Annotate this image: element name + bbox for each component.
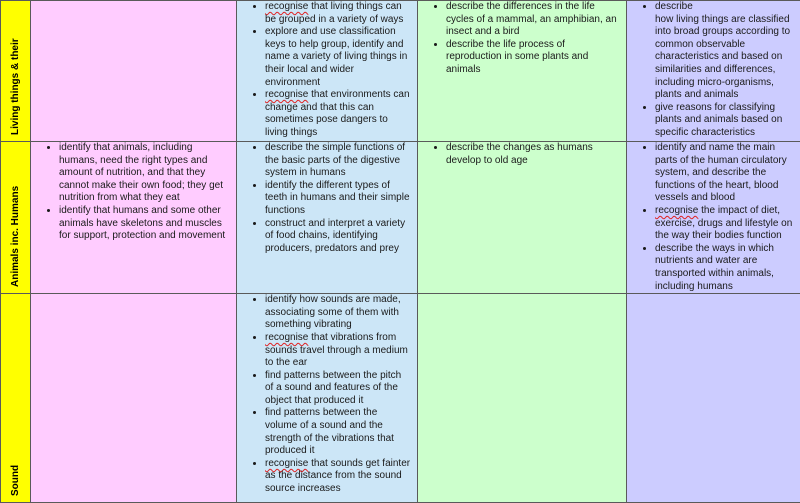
row-label-cell xyxy=(1,142,31,294)
objective-item xyxy=(446,142,626,167)
objectives-cell xyxy=(31,142,237,294)
objective-text: describe the ways in which nutrients and water are transported within animals, including humans xyxy=(655,243,774,292)
objective-list xyxy=(237,1,417,140)
objective-text: identify how sounds are made, associating some of them with something vibrating xyxy=(265,294,401,330)
objectives-cell xyxy=(31,1,237,142)
misspelled-word: recognise xyxy=(265,458,308,469)
objective-text: describe the simple functions of the basic parts of the digestive system in humans xyxy=(265,142,405,178)
objective-item xyxy=(265,332,417,370)
objective-item xyxy=(265,26,417,89)
objective-text: that living things can be grouped in a variety of ways xyxy=(265,1,403,25)
objective-item xyxy=(446,39,626,77)
objectives-cell xyxy=(418,142,627,294)
objective-item xyxy=(265,218,417,256)
row-label: Sound xyxy=(10,465,21,496)
objective-text: find patterns between the volume of a sound and the strength of the vibrations that produced it xyxy=(265,407,394,456)
objective-list xyxy=(237,142,417,255)
objectives-cell xyxy=(237,294,418,503)
objective-text: that vibrations from sounds travel through a medium to the ear xyxy=(265,332,408,368)
objective-item xyxy=(655,243,800,293)
objective-text: identify that animals, including humans, need the right types and amount of nutrition, and that they cannot make their own food; they get nutrition from what they eat xyxy=(59,142,223,203)
objective-item xyxy=(655,102,800,140)
objective-text: find patterns between the pitch of a sound and features of the object that produced it xyxy=(265,370,401,406)
objective-list xyxy=(627,1,800,140)
objective-text: that environments can change and that this can sometimes pose dangers to living things xyxy=(265,89,410,138)
misspelled-word: recognise xyxy=(265,1,308,12)
objective-item xyxy=(265,142,417,180)
objective-list xyxy=(418,1,626,77)
objective-item xyxy=(265,1,417,26)
objective-item xyxy=(265,89,417,139)
objectives-cell xyxy=(237,142,418,294)
objective-item xyxy=(265,458,417,496)
objective-text: the impact of diet, exercise, drugs and lifestyle on the way their bodies function xyxy=(655,205,792,241)
objective-text: describe the life process of reproduction in some plants and animals xyxy=(446,39,588,75)
table-row xyxy=(1,142,800,294)
objective-item xyxy=(265,180,417,218)
table-row xyxy=(1,294,800,503)
row-label: Animals inc. Humans xyxy=(10,186,21,287)
objective-item xyxy=(655,205,800,243)
objective-text: how living things are classified into broad groups according to common observable characteristics and based on similarities and differences, including micro-organisms, plants and animals xyxy=(655,14,790,101)
objectives-cell xyxy=(627,142,800,294)
objective-text: construct and interpret a variety of food chains, identifying producers, predators and prey xyxy=(265,218,405,254)
objective-text: identify the different types of teeth in humans and their simple functions xyxy=(265,180,410,216)
objective-text: identify that humans and some other animals have skeletons and muscles for support, protection and movement xyxy=(59,205,225,241)
objective-text: describe xyxy=(655,1,693,12)
objective-text: describe the changes as humans develop to old age xyxy=(446,142,593,166)
row-label-cell xyxy=(1,1,31,142)
objective-item xyxy=(655,1,800,102)
objective-text: give reasons for classifying plants and animals based on specific characteristics xyxy=(655,102,782,138)
objectives-cell xyxy=(418,294,627,503)
objectives-cell xyxy=(418,1,627,142)
objective-list xyxy=(418,142,626,167)
objectives-cell xyxy=(627,1,800,142)
objective-item xyxy=(265,407,417,457)
row-label-cell xyxy=(1,294,31,503)
objective-item xyxy=(265,370,417,408)
objective-item xyxy=(446,1,626,39)
objectives-cell xyxy=(237,1,418,142)
objective-text: explore and use classification keys to help group, identify and name a variety of living things in their local and wider environment xyxy=(265,26,407,87)
objective-item xyxy=(59,142,236,205)
table-row xyxy=(1,1,800,142)
objective-text: describe the differences in the life cycles of a mammal, an amphibian, an insect and a bird xyxy=(446,1,617,37)
misspelled-word: recognise xyxy=(265,89,308,100)
objective-text: identify and name the main parts of the human circulatory system, and describe the functions of the heart, blood vessels and blood xyxy=(655,142,787,203)
row-label: Living things & their xyxy=(10,38,21,135)
objective-list xyxy=(627,142,800,293)
objective-list xyxy=(31,142,236,243)
misspelled-word: recognise xyxy=(265,332,308,343)
objective-item xyxy=(655,142,800,205)
objectives-cell xyxy=(627,294,800,503)
objective-list xyxy=(237,294,417,496)
objective-item xyxy=(265,294,417,332)
objective-item xyxy=(59,205,236,243)
objective-text: that sounds get fainter as the distance from the sound source increases xyxy=(265,458,410,494)
misspelled-word: recognise xyxy=(655,205,698,216)
objectives-cell xyxy=(31,294,237,503)
